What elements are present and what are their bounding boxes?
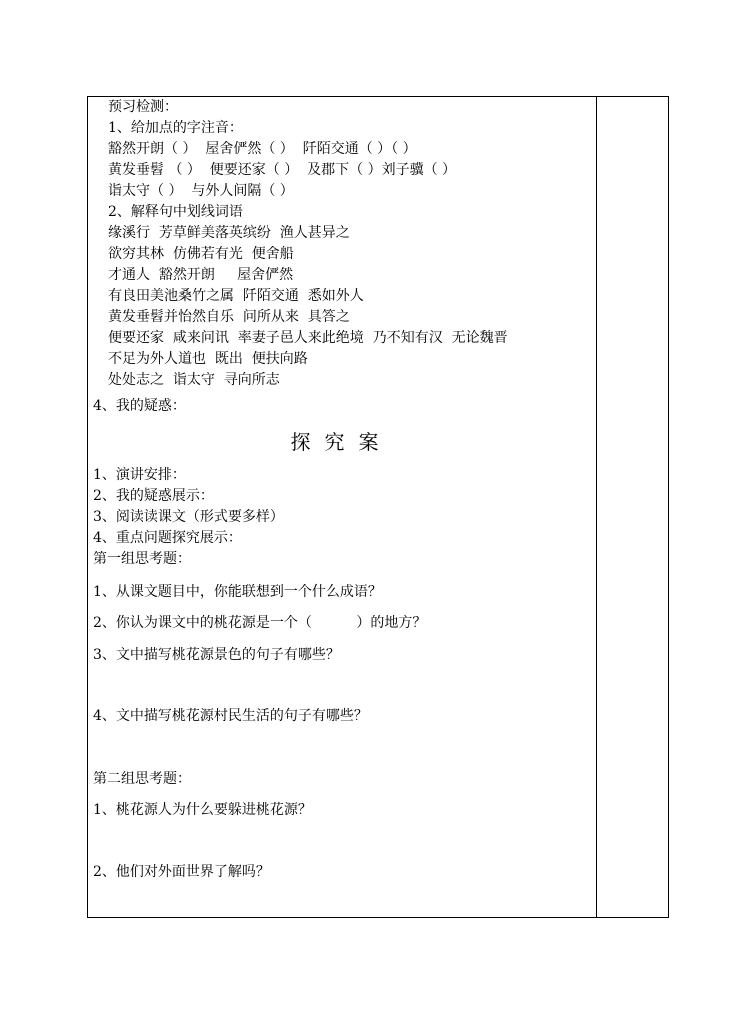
- phrase-line-8: 处处志之 诣太守 寻向所志: [108, 372, 280, 388]
- question-2-prompt: 2、解释句中划线词语: [108, 204, 243, 220]
- question-4-prompt: 4、我的疑惑：: [93, 398, 186, 414]
- group-2-title: 第二组思考题：: [93, 771, 191, 787]
- pinyin-line-2: 黄发垂髫 （ ） 便要还家（ ） 及郡下（ ）刘子骥（ ）: [108, 162, 457, 178]
- pinyin-line-1: 豁然开朗（ ） 屋舍俨然（ ） 阡陌交通（ ）（ ）: [108, 141, 417, 157]
- pinyin-line-3: 诣太守（ ） 与外人间隔（ ）: [108, 183, 294, 199]
- phrase-line-4: 有良田美池桑竹之属 阡陌交通 悉如外人: [108, 288, 364, 304]
- group-1-question-4: 4、文中描写桃花源村民生活的句子有哪些？: [93, 708, 368, 724]
- phrase-line-1: 缘溪行 芳草鲜美落英缤纷 渔人甚异之: [108, 225, 350, 241]
- section-heading: 探究案: [290, 430, 393, 454]
- explore-item-4: 4、重点问题探究展示：: [93, 530, 242, 546]
- phrase-line-2: 欲穷其林 仿佛若有光 便舍船: [108, 246, 294, 262]
- group-1-question-3: 3、文中描写桃花源景色的句子有哪些？: [93, 647, 340, 663]
- group-1-question-1: 1、从课文题目中，你能联想到一个什么成语？: [93, 584, 382, 600]
- phrase-line-3: 才通人 豁然开朗 屋舍俨然: [108, 267, 294, 283]
- explore-item-1: 1、演讲安排：: [93, 467, 186, 483]
- phrase-line-6: 便要还家 咸来问讯 率妻子邑人来此绝境 乃不知有汉 无论魏晋: [108, 330, 508, 346]
- group-2-question-2: 2、他们对外面世界了解吗？: [93, 864, 270, 880]
- column-divider: [596, 96, 597, 918]
- explore-item-2: 2、我的疑惑展示：: [93, 488, 214, 504]
- group-1-title: 第一组思考题：: [93, 551, 191, 567]
- preview-title: 预习检测：: [108, 99, 178, 115]
- explore-item-3: 3、阅读读课文（形式要多样）: [93, 509, 284, 525]
- group-1-question-2: 2、你认为课文中的桃花源是一个（ ）的地方？: [93, 615, 427, 631]
- phrase-line-5: 黄发垂髫并怡然自乐 问所从来 具答之: [108, 309, 350, 325]
- phrase-line-7: 不足为外人道也 既出 便扶向路: [108, 351, 308, 367]
- question-1-prompt: 1、给加点的字注音：: [108, 120, 243, 136]
- group-2-question-1: 1、桃花源人为什么要躲进桃花源？: [93, 802, 312, 818]
